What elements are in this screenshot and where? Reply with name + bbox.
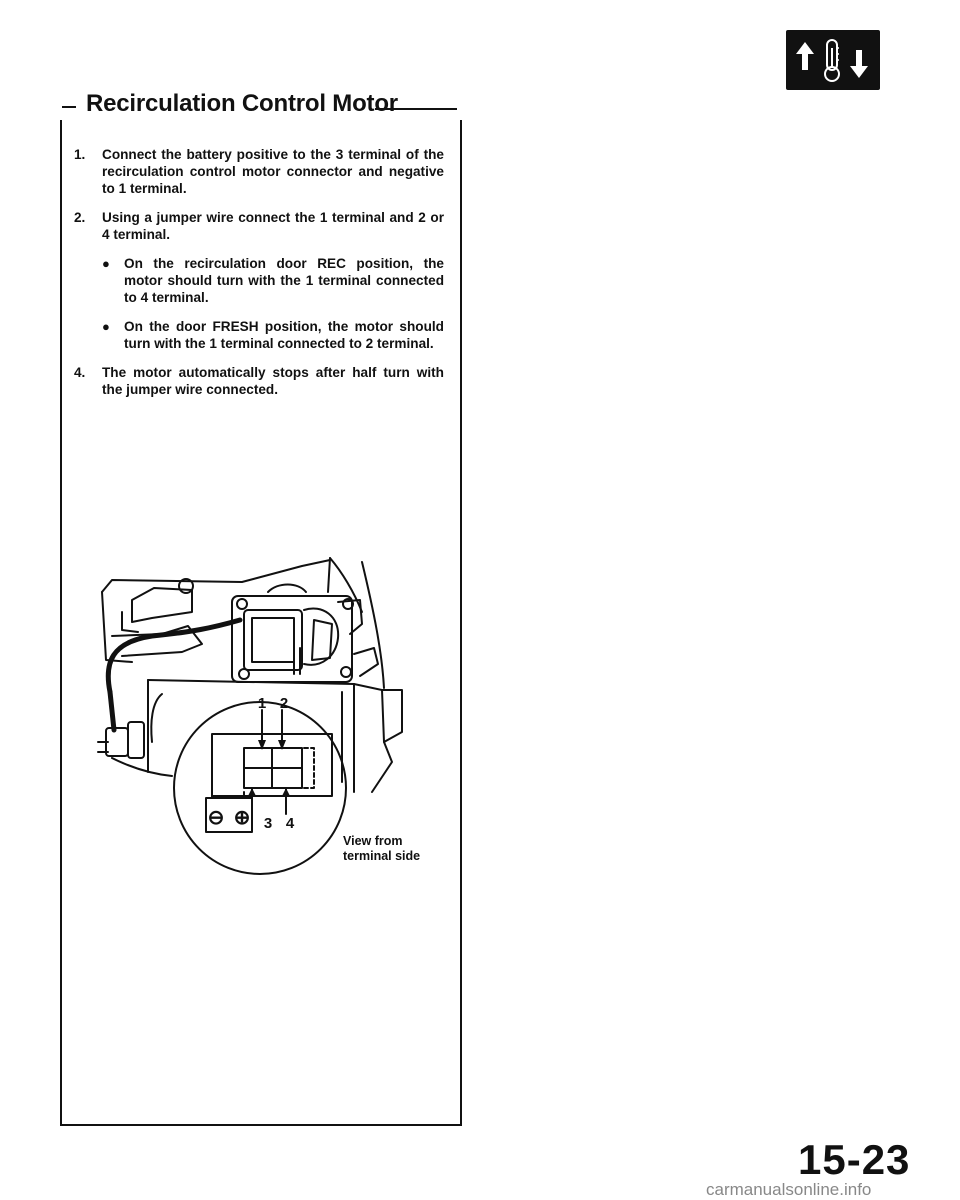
step-number: 1.: [74, 147, 86, 162]
battery-positive-label: ⊕: [233, 807, 251, 829]
section-title: Recirculation Control Motor: [86, 90, 398, 117]
step-number: 4.: [74, 365, 86, 380]
step-4: [74, 364, 444, 398]
step-1: [74, 146, 444, 197]
thermometer-arrows-icon: [786, 30, 880, 90]
step-text: The motor automatically stops after half turn with the jumper wire connected.: [102, 365, 444, 397]
procedure-steps: [74, 146, 444, 410]
caption-line: terminal side: [343, 849, 421, 863]
title-rule: [375, 108, 457, 110]
bullet-text: On the door FRESH position, the motor should turn with the 1 terminal connected to 2 terminal.: [124, 319, 444, 351]
terminal-label-4: 4: [285, 815, 295, 832]
step-number: 2.: [74, 210, 86, 225]
bullet-list: [102, 255, 444, 352]
bullet-icon: ●: [102, 319, 110, 334]
bullet-item: [102, 255, 444, 306]
terminal-label-2: 2: [279, 695, 289, 712]
bullet-text: On the recirculation door REC position, the motor should turn with the 1 terminal connected to 4 terminal.: [124, 256, 444, 305]
bullet-item: [102, 318, 444, 352]
terminal-label-1: 1: [257, 695, 267, 712]
step-text: Connect the battery positive to the 3 terminal of the recirculation control motor connector and negative to 1 terminal.: [102, 147, 444, 196]
page-number: 15-23: [798, 1136, 911, 1183]
terminal-label-3: 3: [263, 815, 273, 832]
battery-negative-label: ⊖: [207, 807, 225, 829]
title-dash: [62, 106, 76, 108]
figure-caption: [343, 834, 420, 864]
caption-line: View from: [343, 834, 403, 848]
bullet-icon: ●: [102, 256, 110, 271]
watermark: carmanualsonline.info: [706, 1180, 872, 1199]
step-2: [74, 209, 444, 243]
step-text: Using a jumper wire connect the 1 terminal and 2 or 4 terminal.: [102, 210, 444, 242]
